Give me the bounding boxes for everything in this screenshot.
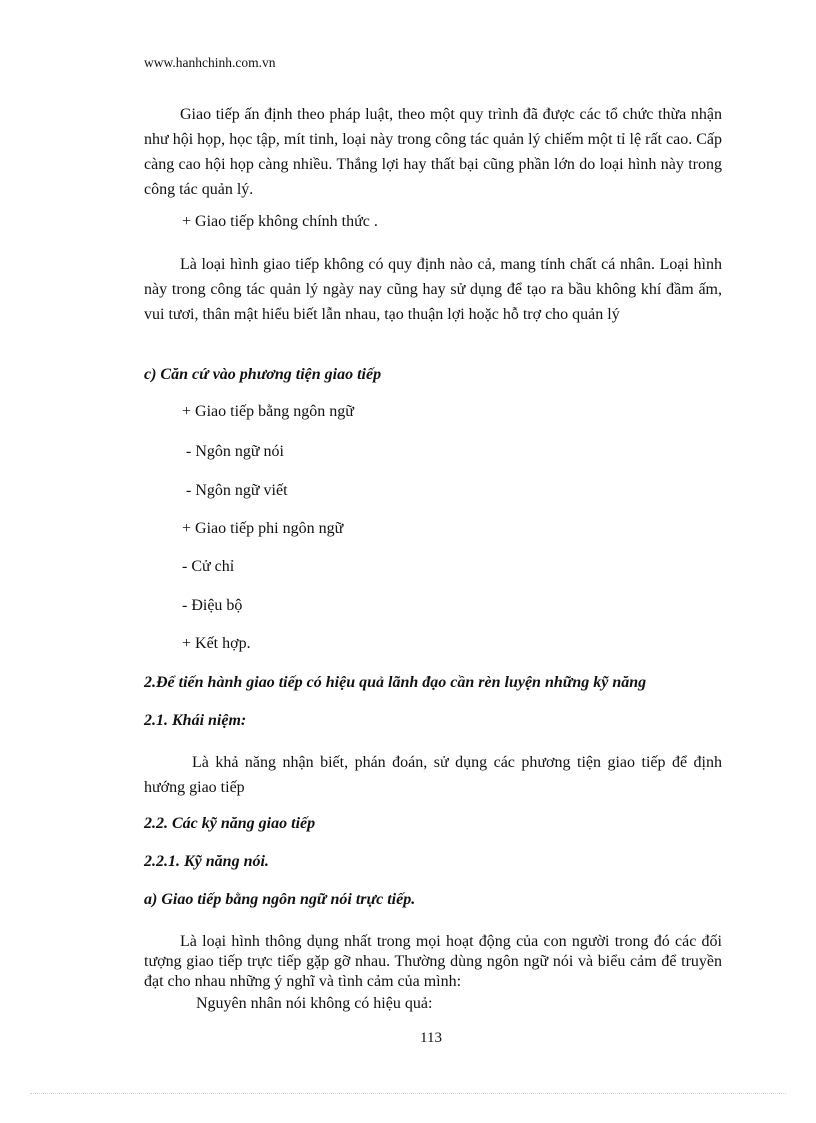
section-heading-c: c) Căn cứ vào phương tiện giao tiếp [144,366,382,383]
list-item-posture: - Điệu bộ [182,597,243,614]
page-bottom-rule [30,1093,786,1094]
list-item-informal: + Giao tiếp không chính thức . [182,213,378,230]
paragraph-direct-spoken: Là loại hình thông dụng nhất trong mọi hoạt động của con người trong đó các đối tượng giao tiếp trực tiếp gặp gỡ nhau. Thường dùng ngôn ngữ nói và biểu cảm để truyền đạt cho nhau những ý nghĩ và tình cảm của mình: [144,933,722,990]
list-item-written: - Ngôn ngữ viết [186,482,288,499]
section-heading-a: a) Giao tiếp bằng ngôn ngữ nói trực tiếp. [144,891,416,908]
paragraph-formal-communication: Giao tiếp ấn định theo pháp luật, theo một quy trình đã được các tổ chức thừa nhận như hội họp, học tập, mít tinh, loại này trong công tác quản lý chiếm một tỉ lệ rất cao. Cấp càng cao hội họp càng nhiều. Thắng lợi hay thất bại cũng phần lớn do loại hình này trong công tác quản lý. [144,106,722,198]
section-heading-2: 2.Để tiến hành giao tiếp có hiệu quả lãnh đạo cần rèn luyện những kỹ năng [144,674,647,691]
paragraph-concept: Là khả năng nhận biết, phán đoán, sử dụng các phương tiện giao tiếp để định hướng giao tiếp [144,754,722,796]
list-item-gesture: - Cử chỉ [182,558,235,575]
section-heading-2-2-1: 2.2.1. Kỹ năng nói. [144,853,269,870]
list-item-verbal: + Giao tiếp bằng ngôn ngữ [182,403,354,420]
list-item-nonverbal: + Giao tiếp phi ngôn ngữ [182,520,344,537]
header-url: www.hanhchinh.com.vn [144,55,276,70]
list-item-combined: + Kết hợp. [182,635,251,652]
list-item-spoken: - Ngôn ngữ nói [186,443,284,460]
page-number: 113 [420,1030,442,1046]
section-heading-2-1: 2.1. Khái niệm: [144,712,247,729]
section-heading-2-2: 2.2. Các kỹ năng giao tiếp [144,815,316,832]
paragraph-informal-communication: Là loại hình giao tiếp không có quy định nào cả, mang tính chất cá nhân. Loại hình này trong công tác quản lý ngày nay cũng hay sử dụng để tạo ra bầu không khí đầm ấm, vui tươi, thân mật hiểu biết lẫn nhau, tạo thuận lợi hoặc hỗ trợ cho quản lý [144,256,722,323]
paragraph-ineffective-causes: Nguyên nhân nói không có hiệu quả: [196,995,433,1012]
